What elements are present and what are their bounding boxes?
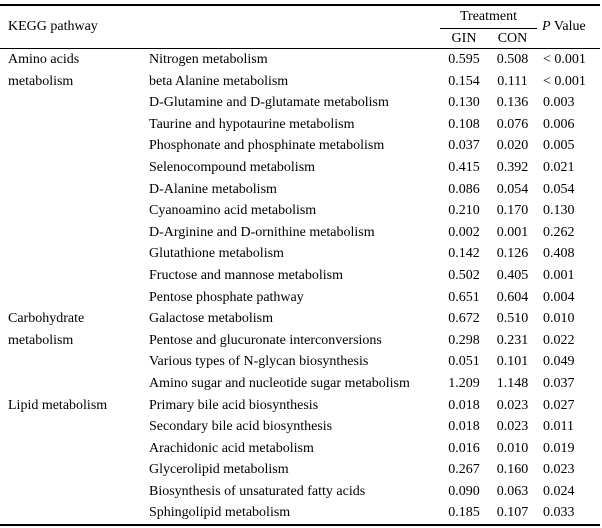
gin-value-cell: 1.209: [448, 375, 480, 391]
gin-value-cell: 0.154: [448, 73, 480, 89]
gin-value-cell: 0.037: [448, 138, 480, 154]
p-value-cell: 0.010: [543, 311, 575, 327]
p-value-cell: 0.001: [543, 267, 575, 283]
con-value-cell: 0.160: [496, 462, 529, 478]
header-row-top: [0, 5, 600, 29]
con-value-cell: 0.405: [496, 267, 529, 283]
gin-value-cell: 0.130: [448, 95, 480, 111]
pathway-cell: D-Arginine and D-ornithine metabolism: [149, 224, 375, 240]
p-value-cell: 0.037: [543, 375, 575, 391]
con-value-cell: 1.148: [496, 375, 529, 391]
column-header-treatment: Treatment: [440, 5, 537, 29]
gin-value-cell: 0.108: [448, 116, 480, 132]
con-value-cell: 0.111: [497, 73, 528, 89]
gin-value-cell: 0.002: [448, 224, 480, 240]
p-value-cell: 0.408: [543, 246, 575, 262]
gin-value-cell: 0.502: [448, 267, 480, 283]
pathway-cell: Amino sugar and nucleotide sugar metabolism: [149, 375, 410, 391]
con-value-cell: 0.010: [496, 440, 529, 456]
pathway-cell: Pentose phosphate pathway: [149, 289, 304, 305]
gin-value-cell: 0.672: [448, 311, 480, 327]
p-value-cell: 0.027: [543, 397, 575, 413]
pathway-cell: Phosphonate and phosphinate metabolism: [149, 138, 385, 154]
p-value-cell: 0.011: [543, 419, 574, 435]
table-row: [0, 395, 600, 417]
gin-value-cell: 0.267: [448, 462, 480, 478]
con-value-cell: 0.126: [496, 246, 529, 262]
p-value-cell: 0.130: [543, 203, 575, 219]
con-value-cell: 0.054: [496, 181, 529, 197]
p-value-cell: 0.006: [543, 116, 575, 132]
pathway-cell: Cyanoamino acid metabolism: [149, 203, 317, 219]
con-value-cell: 0.023: [496, 397, 529, 413]
column-header-p-value: [537, 5, 600, 49]
p-value-cell: 0.262: [543, 224, 575, 240]
p-value-cell: < 0.001: [543, 52, 586, 67]
con-value-cell: 0.076: [496, 116, 529, 132]
pathway-cell: Pentose and glucuronate interconversions: [149, 332, 382, 348]
pathway-cell: Galactose metabolism: [149, 311, 274, 327]
con-value-cell: 0.023: [496, 419, 529, 435]
gin-value-cell: 0.051: [448, 354, 480, 370]
pathway-cell: Primary bile acid biosynthesis: [149, 397, 319, 413]
pathway-cell: Arachidonic acid metabolism: [149, 440, 314, 456]
p-value-label-rest: Value: [550, 19, 586, 34]
con-value-cell: 0.231: [496, 332, 529, 348]
con-value-cell: 0.170: [496, 203, 529, 219]
pathway-cell: D-Alanine metabolism: [149, 181, 277, 197]
p-value-cell: 0.003: [543, 95, 575, 111]
pathway-cell: Nitrogen metabolism: [149, 52, 268, 67]
p-value-cell: < 0.001: [543, 73, 586, 89]
table-body: [0, 49, 600, 526]
pathway-cell: Taurine and hypotaurine metabolism: [149, 116, 355, 132]
gin-value-cell: 0.016: [448, 440, 480, 456]
pathway-cell: D-Glutamine and D-glutamate metabolism: [149, 95, 389, 111]
gin-value-cell: 0.086: [448, 181, 480, 197]
column-header-gin: GIN: [440, 29, 488, 49]
con-value-cell: 0.508: [496, 52, 529, 67]
con-value-cell: 0.392: [496, 159, 529, 175]
table-header: [0, 5, 600, 49]
pathway-cell: Various types of N-glycan biosynthesis: [149, 354, 369, 370]
gin-value-cell: 0.185: [448, 505, 480, 521]
pathway-cell: beta Alanine metabolism: [149, 73, 289, 89]
p-value-cell: 0.033: [543, 505, 575, 521]
pathway-cell: Fructose and mannose metabolism: [149, 267, 344, 283]
gin-value-cell: 0.298: [448, 332, 480, 348]
column-header-kegg-pathway: KEGG pathway: [0, 5, 440, 49]
pathway-cell: Sphingolipid metabolism: [149, 505, 291, 521]
gin-value-cell: 0.018: [448, 397, 480, 413]
gin-value-cell: 0.210: [448, 203, 480, 219]
p-value-italic-p: P: [542, 19, 551, 34]
table-row: [0, 49, 600, 71]
category-cell: Amino acids metabolism: [8, 52, 80, 89]
category-cell: Carbohydrate metabolism: [8, 311, 85, 348]
p-value-cell: 0.019: [543, 440, 575, 456]
p-value-cell: 0.023: [543, 462, 575, 478]
con-value-cell: 0.604: [496, 289, 529, 305]
pathway-cell: Biosynthesis of unsaturated fatty acids: [149, 483, 366, 499]
con-value-cell: 0.063: [496, 483, 529, 499]
gin-value-cell: 0.090: [448, 483, 480, 499]
p-value-cell: 0.049: [543, 354, 575, 370]
p-value-cell: 0.022: [543, 332, 575, 348]
pathway-cell: Secondary bile acid biosynthesis: [149, 419, 333, 435]
con-value-cell: 0.510: [496, 311, 529, 327]
con-value-cell: 0.107: [496, 505, 529, 521]
con-value-cell: 0.101: [496, 354, 529, 370]
p-value-cell: 0.021: [543, 159, 575, 175]
kegg-pathway-table: [0, 4, 600, 526]
p-value-cell: 0.004: [543, 289, 575, 305]
gin-value-cell: 0.018: [448, 419, 480, 435]
column-header-con: CON: [488, 29, 537, 49]
gin-value-cell: 0.415: [448, 159, 480, 175]
con-value-cell: 0.001: [496, 224, 529, 240]
p-value-cell: 0.024: [543, 483, 575, 499]
con-value-cell: 0.020: [496, 138, 529, 154]
pathway-cell: Glutathione metabolism: [149, 246, 284, 262]
pathway-cell: Selenocompound metabolism: [149, 159, 316, 175]
category-cell: Lipid metabolism: [8, 397, 108, 413]
gin-value-cell: 0.651: [448, 289, 480, 305]
gin-value-cell: 0.595: [448, 52, 480, 67]
gin-value-cell: 0.142: [448, 246, 480, 262]
table-row: [0, 308, 600, 330]
p-value-cell: 0.005: [543, 138, 575, 154]
con-value-cell: 0.136: [496, 95, 529, 111]
p-value-cell: 0.054: [543, 181, 575, 197]
pathway-cell: Glycerolipid metabolism: [149, 462, 289, 478]
